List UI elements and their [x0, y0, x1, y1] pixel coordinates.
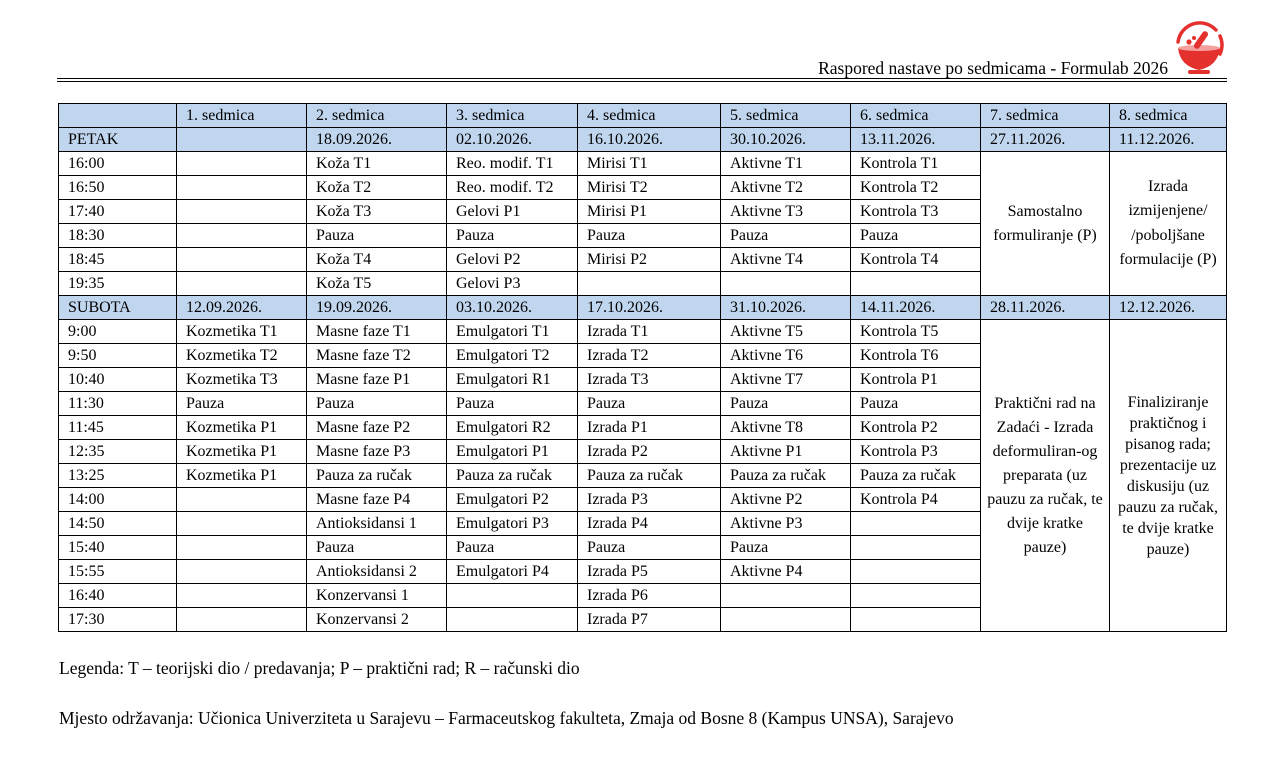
day-label-cell: SUBOTA: [59, 296, 177, 320]
session-cell: Pauza: [851, 224, 981, 248]
session-cell: Emulgatori R1: [447, 368, 578, 392]
time-cell: 11:30: [59, 392, 177, 416]
session-cell: [851, 272, 981, 296]
session-cell: Pauza: [307, 536, 447, 560]
time-cell: 13:25: [59, 464, 177, 488]
legend: Legenda: T – teorijski dio / predavanja; P – praktični rad; R – računski dio: [59, 658, 580, 678]
week-header-cell: 3. sedmica: [447, 104, 578, 128]
session-cell: Konzervansi 2: [307, 608, 447, 632]
date-cell: 14.11.2026.: [851, 296, 981, 320]
session-cell: Pauza za ručak: [307, 464, 447, 488]
session-cell: Aktivne P3: [721, 512, 851, 536]
time-cell: 15:55: [59, 560, 177, 584]
week-header-cell: 8. sedmica: [1110, 104, 1227, 128]
session-cell: Reo. modif. T2: [447, 176, 578, 200]
session-cell: Izrada P7: [578, 608, 721, 632]
session-cell: Pauza: [307, 392, 447, 416]
session-cell: Koža T4: [307, 248, 447, 272]
session-cell: [177, 560, 307, 584]
session-cell: Emulgatori R2: [447, 416, 578, 440]
session-cell: [177, 584, 307, 608]
session-cell: [177, 224, 307, 248]
session-cell: Kontrola T4: [851, 248, 981, 272]
session-cell: Izrada P1: [578, 416, 721, 440]
document-title: Raspored nastave po sedmicama - Formulab 2026: [818, 58, 1168, 78]
session-cell: Pauza: [447, 224, 578, 248]
session-cell: Emulgatori T1: [447, 320, 578, 344]
session-cell: Pauza: [447, 536, 578, 560]
session-cell: Kontrola P4: [851, 488, 981, 512]
session-cell: Pauza za ručak: [578, 464, 721, 488]
date-cell: 03.10.2026.: [447, 296, 578, 320]
session-cell: Pauza: [721, 536, 851, 560]
session-cell: Pauza za ručak: [851, 464, 981, 488]
date-cell: 16.10.2026.: [578, 128, 721, 152]
session-cell: Kontrola P2: [851, 416, 981, 440]
time-cell: 16:00: [59, 152, 177, 176]
session-cell: [721, 584, 851, 608]
session-cell: Kontrola T1: [851, 152, 981, 176]
session-cell: Mirisi P2: [578, 248, 721, 272]
time-cell: 18:45: [59, 248, 177, 272]
date-cell: 12.09.2026.: [177, 296, 307, 320]
date-cell: 13.11.2026.: [851, 128, 981, 152]
date-cell: 28.11.2026.: [981, 296, 1110, 320]
session-cell: Koža T3: [307, 200, 447, 224]
session-cell: Mirisi P1: [578, 200, 721, 224]
session-cell: Izrada P5: [578, 560, 721, 584]
session-cell: Pauza za ručak: [447, 464, 578, 488]
session-cell: Masne faze P3: [307, 440, 447, 464]
session-cell: [177, 248, 307, 272]
session-cell: [721, 608, 851, 632]
session-cell: Izrada P3: [578, 488, 721, 512]
week-header-cell: 6. sedmica: [851, 104, 981, 128]
session-cell: Antioksidansi 2: [307, 560, 447, 584]
session-cell: [851, 536, 981, 560]
time-cell: 17:30: [59, 608, 177, 632]
session-cell: Kozmetika T3: [177, 368, 307, 392]
session-cell: [177, 536, 307, 560]
date-cell: 17.10.2026.: [578, 296, 721, 320]
session-cell: Kontrola T3: [851, 200, 981, 224]
session-cell: Kontrola P1: [851, 368, 981, 392]
session-cell: Gelovi P2: [447, 248, 578, 272]
session-cell: Pauza: [578, 536, 721, 560]
time-cell: 10:40: [59, 368, 177, 392]
session-cell: Pauza za ručak: [721, 464, 851, 488]
session-cell: Pauza: [721, 392, 851, 416]
session-cell: Pauza: [177, 392, 307, 416]
session-cell: Kontrola P3: [851, 440, 981, 464]
session-cell: Pauza: [721, 224, 851, 248]
header-rule: [57, 81, 1227, 82]
time-slot-row: [59, 320, 1227, 344]
session-cell: [177, 488, 307, 512]
session-cell: [177, 512, 307, 536]
time-cell: 16:50: [59, 176, 177, 200]
session-cell: Aktivne P4: [721, 560, 851, 584]
time-cell: 11:45: [59, 416, 177, 440]
session-cell: Kozmetika P1: [177, 416, 307, 440]
session-cell: Aktivne T7: [721, 368, 851, 392]
session-cell: Aktivne P2: [721, 488, 851, 512]
date-cell: 30.10.2026.: [721, 128, 851, 152]
session-cell: Koža T2: [307, 176, 447, 200]
header-rule: [57, 78, 1227, 79]
session-cell: [851, 584, 981, 608]
location-note: Mjesto održavanja: Učionica Univerziteta u Sarajevu – Farmaceutskog fakulteta, Zmaja od Bosne 8 (Kampus UNSA), Sarajevo: [59, 708, 954, 728]
session-cell: [177, 272, 307, 296]
session-cell: Emulgatori T2: [447, 344, 578, 368]
session-cell: [851, 608, 981, 632]
session-cell: Izrada P6: [578, 584, 721, 608]
session-cell: Izrada T3: [578, 368, 721, 392]
week8-block-cell: Izrada izmijenjene/ /poboljšane formulacije (P): [1110, 152, 1227, 296]
schedule-table: [58, 103, 1227, 632]
session-cell: [578, 272, 721, 296]
session-cell: Masne faze P2: [307, 416, 447, 440]
week-header-row: [59, 104, 1227, 128]
session-cell: Masne faze P4: [307, 488, 447, 512]
time-cell: 17:40: [59, 200, 177, 224]
session-cell: Mirisi T1: [578, 152, 721, 176]
time-cell: 19:35: [59, 272, 177, 296]
session-cell: Aktivne T5: [721, 320, 851, 344]
week-header-cell: 7. sedmica: [981, 104, 1110, 128]
session-cell: Aktivne T8: [721, 416, 851, 440]
session-cell: Kontrola T2: [851, 176, 981, 200]
session-cell: Aktivne P1: [721, 440, 851, 464]
time-cell: 18:30: [59, 224, 177, 248]
session-cell: Koža T1: [307, 152, 447, 176]
session-cell: Aktivne T2: [721, 176, 851, 200]
week-header-cell: 1. sedmica: [177, 104, 307, 128]
petak-date-row: [59, 128, 1227, 152]
time-cell: 15:40: [59, 536, 177, 560]
session-cell: Masne faze T2: [307, 344, 447, 368]
session-cell: [177, 608, 307, 632]
session-cell: Kozmetika P1: [177, 464, 307, 488]
session-cell: [447, 584, 578, 608]
session-cell: [851, 560, 981, 584]
session-cell: Pauza: [578, 392, 721, 416]
session-cell: Reo. modif. T1: [447, 152, 578, 176]
session-cell: Gelovi P3: [447, 272, 578, 296]
session-cell: [447, 608, 578, 632]
week7-block-cell: Praktični rad na Zadaći - Izrada deformuliran-og preparata (uz pauzu za ručak, te dvije kratke pauze): [981, 320, 1110, 632]
session-cell: Kozmetika T1: [177, 320, 307, 344]
week-header-cell: 2. sedmica: [307, 104, 447, 128]
session-cell: [177, 176, 307, 200]
session-cell: Pauza: [447, 392, 578, 416]
time-cell: 9:00: [59, 320, 177, 344]
session-cell: Kontrola T5: [851, 320, 981, 344]
session-cell: Mirisi T2: [578, 176, 721, 200]
session-cell: [177, 152, 307, 176]
date-cell: 19.09.2026.: [307, 296, 447, 320]
session-cell: Pauza: [578, 224, 721, 248]
date-cell: 02.10.2026.: [447, 128, 578, 152]
session-cell: Emulgatori P1: [447, 440, 578, 464]
session-cell: Kontrola T6: [851, 344, 981, 368]
session-cell: Izrada P2: [578, 440, 721, 464]
date-cell: 11.12.2026.: [1110, 128, 1227, 152]
session-cell: [851, 512, 981, 536]
session-cell: Antioksidansi 1: [307, 512, 447, 536]
date-cell: [177, 128, 307, 152]
session-cell: Koža T5: [307, 272, 447, 296]
time-cell: 9:50: [59, 344, 177, 368]
session-cell: Kozmetika P1: [177, 440, 307, 464]
mortar-and-pestle-icon: [1172, 20, 1226, 76]
week7-block-cell: Samostalno formuliranje (P): [981, 152, 1110, 296]
date-cell: 27.11.2026.: [981, 128, 1110, 152]
date-cell: 31.10.2026.: [721, 296, 851, 320]
session-cell: [721, 272, 851, 296]
session-cell: Gelovi P1: [447, 200, 578, 224]
session-cell: Pauza: [851, 392, 981, 416]
session-cell: Izrada T2: [578, 344, 721, 368]
time-slot-row: [59, 152, 1227, 176]
date-cell: 18.09.2026.: [307, 128, 447, 152]
session-cell: [177, 200, 307, 224]
session-cell: Pauza: [307, 224, 447, 248]
week-header-cell: 4. sedmica: [578, 104, 721, 128]
session-cell: Izrada P4: [578, 512, 721, 536]
session-cell: Aktivne T3: [721, 200, 851, 224]
session-cell: Emulgatori P4: [447, 560, 578, 584]
time-cell: 12:35: [59, 440, 177, 464]
subota-date-row: [59, 296, 1227, 320]
time-cell: 16:40: [59, 584, 177, 608]
date-cell: 12.12.2026.: [1110, 296, 1227, 320]
time-cell: 14:50: [59, 512, 177, 536]
week-header-cell: 5. sedmica: [721, 104, 851, 128]
session-cell: Izrada T1: [578, 320, 721, 344]
session-cell: Konzervansi 1: [307, 584, 447, 608]
corner-cell: [59, 104, 177, 128]
session-cell: Masne faze P1: [307, 368, 447, 392]
session-cell: Masne faze T1: [307, 320, 447, 344]
session-cell: Aktivne T4: [721, 248, 851, 272]
time-cell: 14:00: [59, 488, 177, 512]
session-cell: Aktivne T1: [721, 152, 851, 176]
session-cell: Kozmetika T2: [177, 344, 307, 368]
session-cell: Aktivne T6: [721, 344, 851, 368]
day-label-cell: PETAK: [59, 128, 177, 152]
session-cell: Emulgatori P2: [447, 488, 578, 512]
session-cell: Emulgatori P3: [447, 512, 578, 536]
week8-block-cell: Finaliziranje praktičnog i pisanog rada; prezentacije uz diskusiju (uz pauzu za ručak, te dvije kratke pauze): [1110, 320, 1227, 632]
